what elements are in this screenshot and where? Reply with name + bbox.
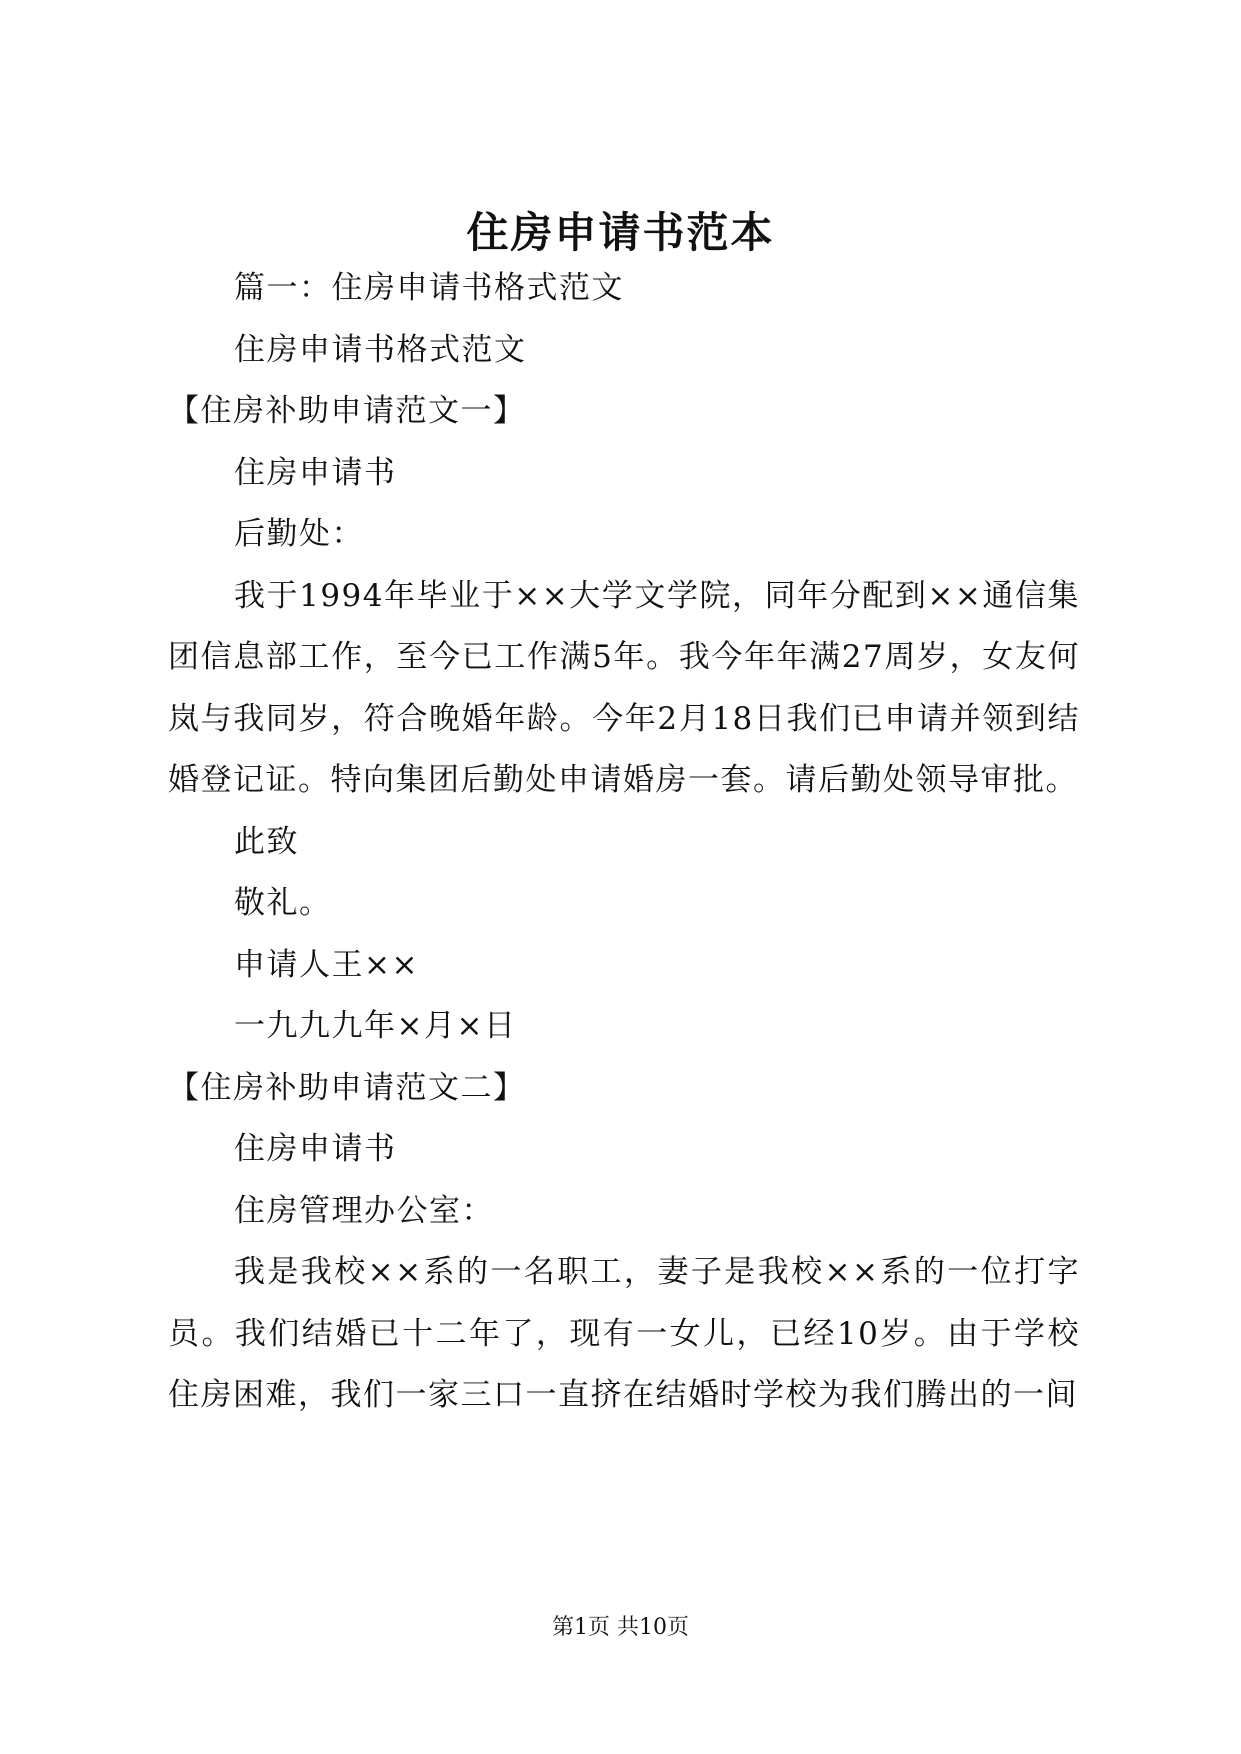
document-body: [168, 258, 1080, 1427]
letter-paragraph-two: 我是我校××系的一名职工，妻子是我校××系的一位打字员。我们结婚已十二年了，现有一女儿，已经10岁。由于学校住房困难，我们一家三口一直挤在结婚时学校为我们腾出的一间: [168, 1254, 1080, 1413]
sample-label-two: 【住房补助申请范文二】: [168, 1069, 526, 1106]
letter-date: 一九九九年×月×日: [234, 1008, 517, 1044]
sample-label-one: 【住房补助申请范文一】: [168, 393, 526, 429]
letter-title: 住房申请书: [234, 454, 397, 491]
subheading: 住房申请书格式范文: [234, 331, 527, 368]
letter-title-two: 住房申请书: [234, 1131, 397, 1167]
applicant-signature: 申请人王××: [234, 946, 419, 983]
recipient-two: 住房管理办公室：: [234, 1192, 494, 1229]
letter-paragraph: 我于1994年毕业于××大学文学院，同年分配到××通信集团信息部工作，至今已工作满5年。我今年年满27周岁，女友何岚与我同岁，符合晚婚年龄。今年2月18日我们已申请并领到结婚登记证。特向集团后勤处申请婚房一套。请后勤处领导审批。: [168, 577, 1080, 798]
closing-salutation: 此致: [234, 823, 299, 860]
document-title: 住房申请书范本: [466, 208, 775, 257]
closing-regards: 敬礼。: [234, 885, 332, 921]
section-heading: 篇一：住房申请书格式范文: [234, 270, 624, 306]
recipient: 后勤处：: [234, 516, 364, 552]
page-number: 第1页 共10页: [552, 1615, 689, 1640]
